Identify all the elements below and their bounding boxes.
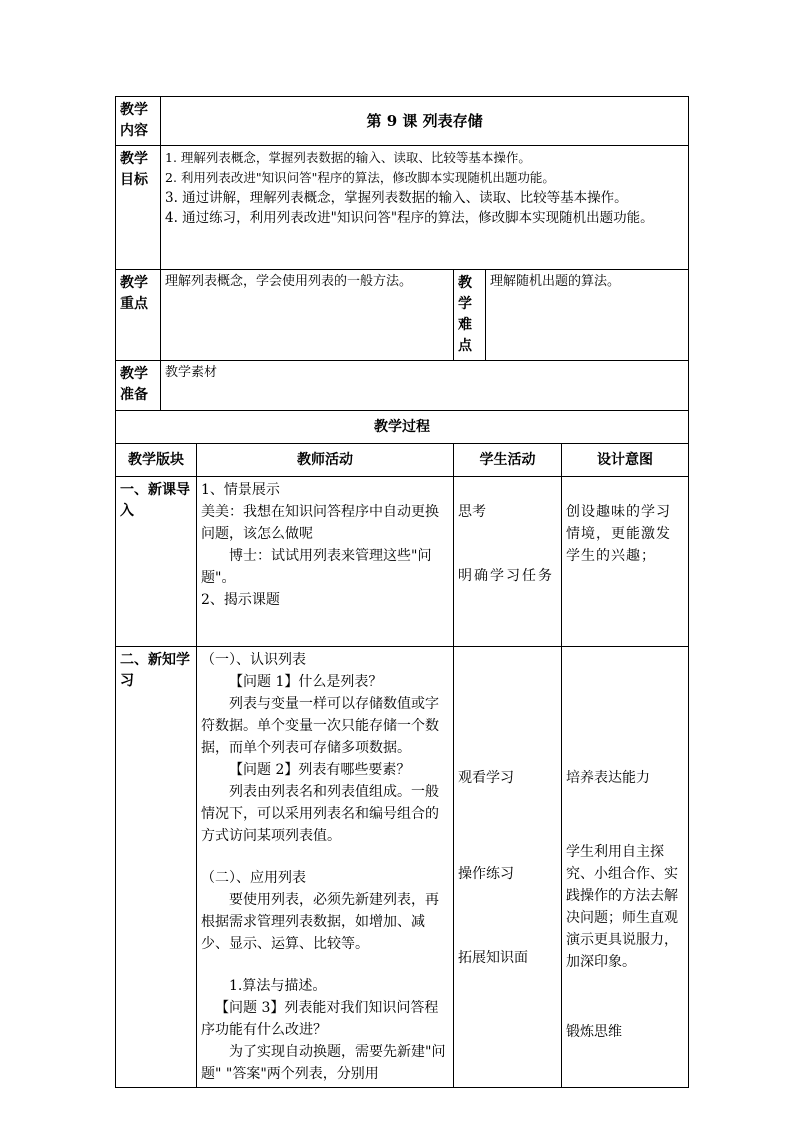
difficulty-label: 教学难点 — [454, 270, 486, 361]
content-label: 教学内容 — [116, 97, 161, 146]
teacher-question: 【问题 3】列表能对我们知识问答程序功能有什么改进？ — [201, 1000, 439, 1038]
intent-line: 创设趣味的学习情境，更能激发学生的兴趣； — [566, 504, 671, 564]
teacher-text: 要使用列表，必须先新建列表，再根据需求管理列表数据，如增加、减少、显示、运算、比较等。 — [201, 892, 439, 952]
teacher-line: 2、揭示课题 — [201, 592, 280, 608]
objective-item: 2. 利用列表改进"知识问答"程序的算法，修改脚本实现随机出题功能。 — [165, 170, 555, 185]
objectives-cell — [161, 146, 689, 270]
process-title: 教学过程 — [116, 411, 689, 444]
column-header-intent: 设计意图 — [562, 444, 689, 477]
preparation-text: 教学素材 — [161, 361, 689, 411]
section-label-new: 二、新知学习 — [116, 647, 197, 1088]
objective-item: 1. 理解列表概念，掌握列表数据的输入、读取、比较等基本操作。 — [165, 150, 531, 165]
key-points-label: 教学重点 — [116, 270, 161, 361]
teacher-line: 1、情景展示 — [201, 482, 280, 498]
column-header-section: 教学版块 — [116, 444, 197, 477]
objectives-label: 教学目标 — [116, 146, 161, 270]
student-line: 思考 — [458, 504, 486, 520]
preparation-label: 教学准备 — [116, 361, 161, 411]
intent-line: 学生利用自主探究、小组合作、实践操作的方法去解决问题；师生直观演示更具说服力，加深印象。 — [566, 844, 678, 970]
student-line: 操作练习 — [458, 866, 514, 882]
teacher-line: 博士：试试用列表来管理这些"问题"。 — [201, 548, 432, 586]
column-header-student: 学生活动 — [454, 444, 562, 477]
lesson-plan — [115, 96, 688, 1088]
intent-line: 锻炼思维 — [566, 1024, 622, 1040]
teacher-text: 为了实现自动换题，需要先新建"问题" "答案"两个列表，分别用 — [201, 1044, 446, 1082]
section-intro-student — [454, 477, 562, 647]
column-header-teacher: 教师活动 — [197, 444, 454, 477]
section-new-intent — [562, 647, 689, 1088]
intent-line: 培养表达能力 — [566, 770, 650, 786]
key-points-text: 理解列表概念，学会使用列表的一般方法。 — [161, 270, 454, 361]
objective-item: 4. 通过练习，利用列表改进"知识问答"程序的算法，修改脚本实现随机出题功能。 — [165, 210, 654, 226]
section-new-student — [454, 647, 562, 1088]
teacher-line: 1.算法与描述。 — [229, 978, 327, 994]
objective-item: 3. 通过讲解，理解列表概念，掌握列表数据的输入、读取、比较等基本操作。 — [165, 190, 628, 206]
teacher-line: （二）、应用列表 — [201, 870, 306, 886]
section-new-teacher — [197, 647, 454, 1088]
teacher-question: 【问题 2】列表有哪些要素？ — [229, 762, 411, 778]
student-line: 明确学习任务 — [458, 568, 554, 584]
student-line: 拓展知识面 — [458, 950, 528, 966]
section-intro-intent — [562, 477, 689, 647]
teacher-text: 列表与变量一样可以存储数值或字符数据。单个变量一次只能存储一个数据，而单个列表可存储多项数据。 — [201, 696, 439, 756]
teacher-line: 美美：我想在知识问答程序中自动更换问题，该怎么做呢 — [201, 504, 439, 542]
section-label-intro: 一、新课导入 — [116, 477, 197, 647]
teacher-text: 列表由列表名和列表值组成。一般情况下，可以采用列表名和编号组合的方式访问某项列表值。 — [201, 784, 439, 844]
teacher-line: （一）、认识列表 — [201, 652, 306, 668]
student-line: 观看学习 — [458, 770, 514, 786]
teacher-question: 【问题 1】什么是列表？ — [229, 674, 383, 690]
lesson-plan-table — [115, 96, 689, 1088]
section-intro-teacher — [197, 477, 454, 647]
page-title: 第 9 课 列表存储 — [161, 97, 689, 146]
difficulty-text: 理解随机出题的算法。 — [486, 270, 689, 361]
